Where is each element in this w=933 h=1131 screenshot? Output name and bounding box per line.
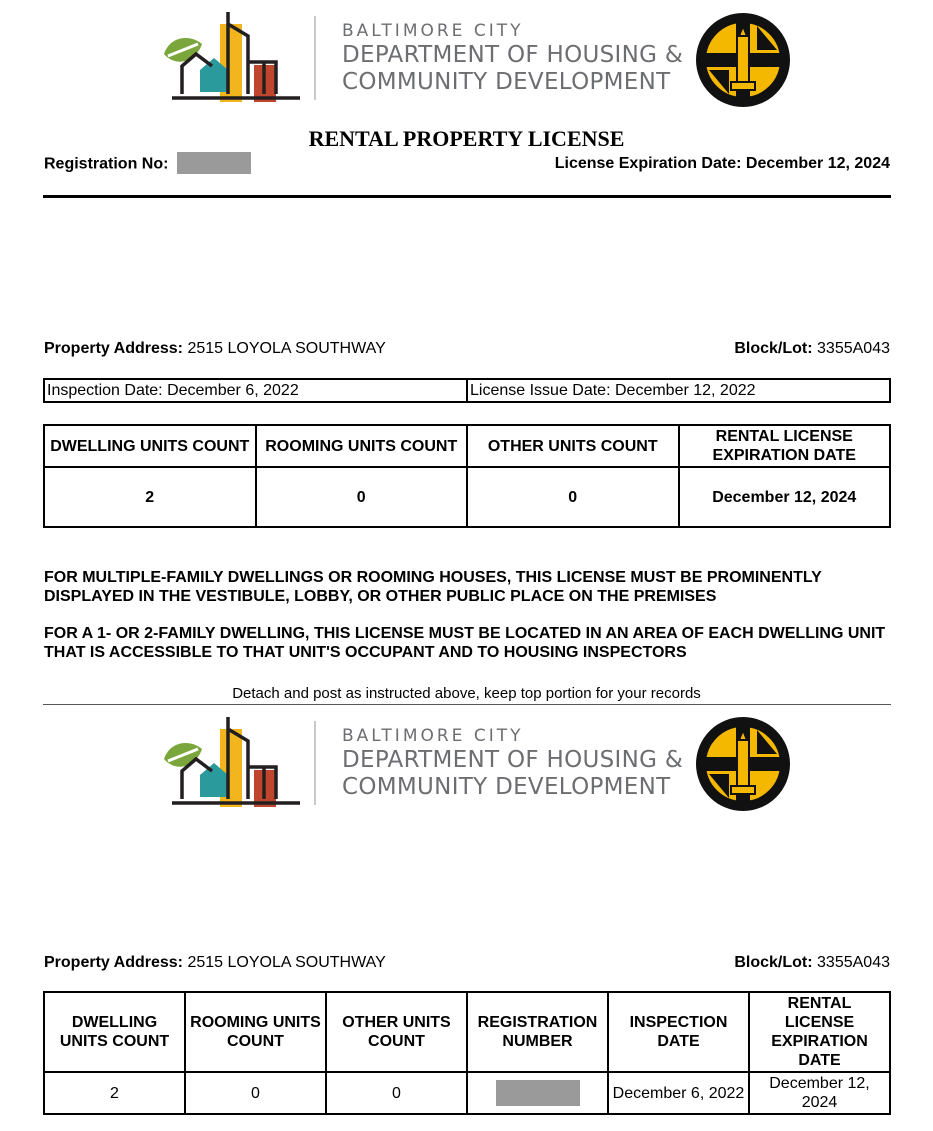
- table-cell: 0: [326, 1072, 467, 1114]
- department-name: [342, 20, 683, 96]
- table-cell: 2: [44, 467, 256, 527]
- table-header-cell: OTHER UNITS COUNT: [326, 992, 467, 1072]
- department-header-stub: [160, 715, 684, 807]
- table-header-cell: ROOMING UNITS COUNT: [185, 992, 326, 1072]
- department-name-line1: DEPARTMENT OF HOUSING &: [342, 42, 684, 68]
- registration-redaction: [177, 152, 251, 174]
- table-cell: 0: [467, 467, 679, 527]
- registration-number-cell: [467, 1072, 608, 1114]
- housing-department-logo: [160, 10, 302, 102]
- notice-multi-family: FOR MULTIPLE-FAMILY DWELLINGS OR ROOMING HOUSES, THIS LICENSE MUST BE PROMINENTLY DISPLAYED IN THE VESTIBULE, LOBBY, OR OTHER PUBLIC PLACE ON THE PREMISES: [44, 569, 822, 605]
- department-name-line1: DEPARTMENT OF HOUSING &: [342, 747, 684, 773]
- city-seal-icon: [695, 12, 791, 108]
- property-address-stub: [44, 954, 386, 972]
- registration-number: [44, 155, 251, 174]
- issue-date: [468, 380, 756, 401]
- inspection-date: [45, 380, 468, 401]
- table-header-cell: DWELLING UNITS COUNT: [44, 992, 185, 1072]
- property-address-label: Property Address:: [44, 954, 183, 971]
- units-table: [43, 424, 891, 528]
- table-cell: December 6, 2022: [608, 1072, 749, 1114]
- department-city: BALTIMORE CITY: [342, 21, 524, 41]
- property-address-label: Property Address:: [44, 340, 183, 357]
- department-header: [160, 10, 684, 102]
- table-header-cell: RENTAL LICENSE EXPIRATION DATE: [679, 425, 891, 467]
- stub-table: [43, 991, 891, 1115]
- registration-redaction: [496, 1080, 580, 1106]
- table-row: [44, 467, 890, 527]
- department-name-line2: COMMUNITY DEVELOPMENT: [342, 774, 671, 800]
- issue-date-value: December 12, 2022: [614, 382, 756, 399]
- table-cell: 0: [256, 467, 468, 527]
- dates-box: [43, 378, 891, 403]
- property-address-value: 2515 LOYOLA SOUTHWAY: [187, 954, 386, 971]
- housing-department-logo: [160, 715, 302, 807]
- table-header-cell: OTHER UNITS COUNT: [467, 425, 679, 467]
- notice-one-two-family: FOR A 1- OR 2-FAMILY DWELLING, THIS LICENSE MUST BE LOCATED IN AN AREA OF EACH DWELLING UNIT THAT IS ACCESSIBLE TO THAT UNIT'S OCCUPANT AND TO HOUSING INSPECTORS: [44, 625, 886, 661]
- issue-date-label: License Issue Date:: [470, 382, 611, 399]
- detach-line[interactable]: [43, 704, 891, 705]
- department-name-line2: COMMUNITY DEVELOPMENT: [342, 69, 671, 95]
- inspection-date-label: Inspection Date:: [47, 382, 163, 399]
- block-lot-label: Block/Lot:: [734, 340, 813, 357]
- block-lot-label: Block/Lot:: [734, 954, 813, 971]
- units-table-header: [44, 425, 890, 467]
- table-header-cell: DWELLING UNITS COUNT: [44, 425, 256, 467]
- inspection-date-value: December 6, 2022: [167, 382, 299, 399]
- property-address: [44, 340, 386, 358]
- block-lot-value: 3355A043: [817, 340, 890, 357]
- table-cell: December 12, 2024: [679, 467, 891, 527]
- block-lot: [734, 340, 890, 358]
- table-cell: 2: [44, 1072, 185, 1114]
- header-divider: [314, 721, 316, 805]
- table-cell: December 12, 2024: [749, 1072, 890, 1114]
- property-address-value: 2515 LOYOLA SOUTHWAY: [187, 340, 386, 357]
- table-header-cell: RENTAL LICENSE EXPIRATION DATE: [749, 992, 890, 1072]
- table-header-cell: INSPECTION DATE: [608, 992, 749, 1072]
- department-city: BALTIMORE CITY: [342, 726, 524, 746]
- city-seal-icon: [695, 716, 791, 812]
- table-header-cell: ROOMING UNITS COUNT: [256, 425, 468, 467]
- stub-table-header: [44, 992, 890, 1072]
- header-divider: [314, 16, 316, 100]
- detach-instructions: Detach and post as instructed above, keep top portion for your records: [232, 685, 701, 702]
- department-name: [342, 725, 683, 801]
- table-header-cell: REGISTRATION NUMBER: [467, 992, 608, 1072]
- table-cell: 0: [185, 1072, 326, 1114]
- block-lot-value: 3355A043: [817, 954, 890, 971]
- license-expiration: [555, 155, 890, 173]
- expiration-label: License Expiration Date:: [554, 155, 742, 172]
- header-rule: [43, 195, 891, 198]
- registration-label: Registration No:: [44, 155, 169, 173]
- table-row: [44, 1072, 890, 1114]
- expiration-value: December 12, 2024: [745, 155, 890, 172]
- license-title: RENTAL PROPERTY LICENSE: [308, 126, 625, 151]
- block-lot-stub: [734, 954, 890, 972]
